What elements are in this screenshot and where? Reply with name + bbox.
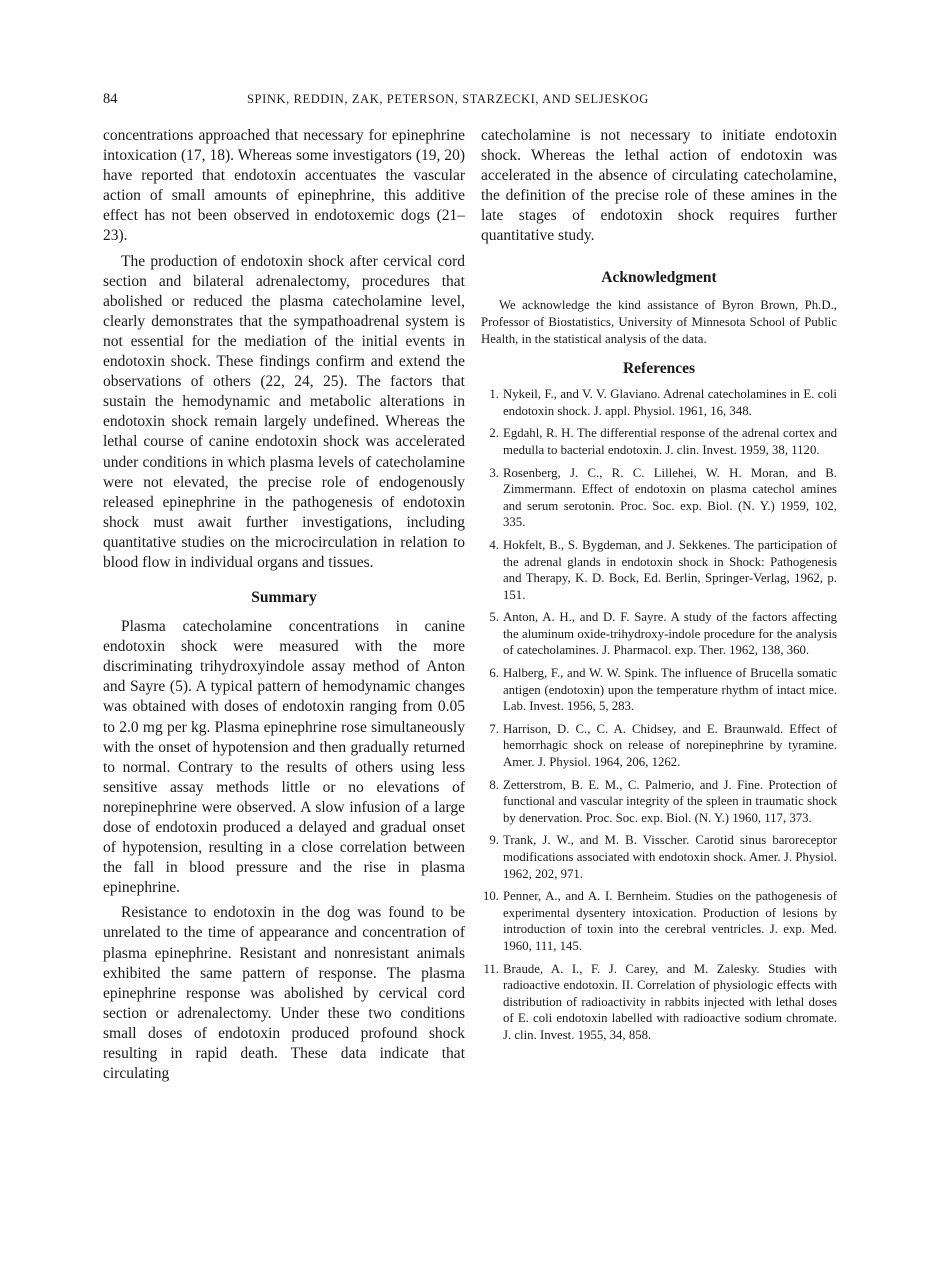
acknowledgment-text: We acknowledge the kind assistance of Byron Brown, Ph.D., Professor of Biostatistics, University of Minnesota School of Public Health, in the statistical analysis of the data.: [481, 297, 837, 346]
reference-text: Halberg, F., and W. W. Spink. The influence of Brucella somatic antigen (endotoxin) upon the temperature rhythm of intact mice. Lab. Invest. 1956, 5, 283.: [503, 666, 837, 714]
reference-number: 11.: [483, 961, 499, 976]
summary-heading: Summary: [251, 589, 317, 607]
reference-text: Harrison, D. C., C. A. Chidsey, and E. Braunwald. Effect of hemorrhagic shock on release of norepinephrine by tyramine. Amer. J. Physiol. 1964, 206, 1262.: [503, 721, 837, 770]
reference-item: [481, 425, 837, 458]
reference-text: Rosenberg, J. C., R. C. Lillehei, W. H. Moran, and B. Zimmermann. Effect of endotoxin on plasma catechol amines and serum serotonin. Proc. Soc. exp. Biol. (N. Y.) 1959, 102, 335.: [503, 465, 837, 530]
reference-text: Anton, A. H., and D. F. Sayre. A study of the factors affecting the aluminum oxide-trihydroxy-indole procedure for the analysis of catecholamines. J. Pharmacol. exp. Ther. 1962, 138, 360.: [503, 610, 837, 658]
reference-item: [481, 961, 837, 1044]
page-number: 84: [103, 91, 118, 107]
reference-text: Penner, A., and A. I. Bernheim. Studies on the pathogenesis of experimental dysentery intoxication. Production of lesions by introduction of toxin into the cerebral ventricles. J. exp. Med. 1960, 111, 145.: [503, 889, 837, 953]
left-column: [103, 126, 465, 1084]
reference-item: [481, 537, 837, 603]
reference-number: 8.: [489, 777, 499, 792]
reference-item: [481, 386, 837, 419]
reference-item: [481, 888, 837, 954]
reference-number: 10.: [483, 889, 499, 904]
reference-text: Hokfelt, B., S. Bygdeman, and J. Sekkenes. The participation of the adrenal glands in endotoxin shock in Shock: Pathogenesis and Therapy, K. D. Bock, Ed. Berlin, Springer-Verlag, 1962, p. 151.: [503, 537, 837, 602]
summary-paragraph: Resistance to endotoxin in the dog was found to be unrelated to the time of appearance and concentration of plasma epinephrine. Resistant and nonresistant animals exhibited the same pattern of response. The plasma epinephrine response was abolished by cervical cord section or adrenalectomy. Under these two conditions small doses of endotoxin produced profound shock resulting in rapid death. These data indicate that circulating: [103, 904, 465, 1083]
reference-item: [481, 465, 837, 531]
reference-text: Nykeil, F., and V. V. Glaviano. Adrenal catecholamines in E. coli endotoxin shock. J. appl. Physiol. 1961, 16, 348.: [503, 387, 837, 418]
right-column: [481, 126, 837, 1050]
reference-item: [481, 609, 837, 659]
reference-number: 1.: [489, 387, 499, 402]
acknowledgment-heading: Acknowledgment: [601, 268, 717, 286]
body-paragraph: concentrations approached that necessary for epinephrine intoxication (17, 18). Whereas some investigators (19, 20) have reported that endotoxin accentuates the vascular action of small amounts of epinephrine, this additive effect has not been observed in endotoxemic dogs (21–23).: [103, 127, 465, 245]
reference-list: [481, 386, 837, 1043]
body-paragraph: catecholamine is not necessary to initiate endotoxin shock. Whereas the lethal action of endotoxin was accelerated in the absence of circulating catecholamine, the definition of the precise role of these amines in the late stages of endotoxin shock requires further quantitative study.: [481, 127, 837, 245]
reference-number: 5.: [489, 610, 499, 625]
reference-item: [481, 721, 837, 771]
running-head: SPINK, REDDIN, ZAK, PETERSON, STARZECKI, AND SELJESKOG: [247, 92, 649, 106]
reference-number: 2.: [489, 426, 499, 441]
body-paragraph: The production of endotoxin shock after cervical cord section and bilateral adrenalectomy, procedures that abolished or reduced the plasma catecholamine level, clearly demonstrates that the sympathoadrenal system is not essential for the mediation of the initial events in endotoxin shock. These findings confirm and extend the observations of others (22, 24, 25). The factors that sustain the hemodynamic and metabolic alterations in endotoxin shock remain largely undefined. Whereas the lethal course of canine endotoxin shock was accelerated under conditions in which plasma levels of catecholamine were not elevated, the precise role of endogenously released epinephrine in the pathogenesis of endotoxin shock must await further investigations, including quantitative studies on the microcirculation in relation to blood flow in individual organs and tissues.: [103, 252, 465, 571]
reference-text: Trank, J. W., and M. B. Visscher. Carotid sinus baroreceptor modifications associated with endotoxin shock. Amer. J. Physiol. 1962, 202, 971.: [503, 833, 837, 881]
reference-text: Braude, A. I., F. J. Carey, and M. Zalesky. Studies with radioactive endotoxin. II. Correlation of physiologic effects with distribution of radioactivity in rabbits injected with lethal doses of E. coli endotoxin labelled with radioactive sodium chromate. J. clin. Invest. 1955, 34, 858.: [503, 961, 837, 1042]
reference-number: 7.: [489, 721, 499, 736]
reference-number: 6.: [489, 666, 499, 681]
reference-text: Egdahl, R. H. The differential response of the adrenal cortex and medulla to bacterial endotoxin. J. clin. Invest. 1959, 38, 1120.: [503, 426, 837, 457]
reference-item: [481, 832, 837, 882]
summary-paragraph: Plasma catecholamine concentrations in canine endotoxin shock were measured with the more discriminating trihydroxyindole assay method of Anton and Sayre (5). A typical pattern of hemodynamic changes was obtained with doses of endotoxin ranging from 0.05 to 2.0 mg per kg. Plasma epinephrine rose simultaneously with the onset of hypotension and then gradually returned to normal. Contrary to the results of others using less sensitive assay methods little or no elevations of norepinephrine were observed. A slow infusion of a large dose of endotoxin produced a delayed and gradual onset of hypotension, resulting in a close correlation between the fall in blood pressure and the rise in plasma epinephrine.: [103, 618, 465, 897]
page-header: [103, 91, 838, 111]
reference-number: 3.: [489, 465, 499, 480]
reference-number: 9.: [489, 833, 499, 848]
references-heading: References: [622, 360, 695, 378]
reference-item: [481, 777, 837, 827]
reference-item: [481, 665, 837, 715]
reference-text: Zetterstrom, B. E. M., C. Palmerio, and J. Fine. Protection of functional and vascular integrity of the spleen in traumatic shock by denervation. Proc. Soc. exp. Biol. (N. Y.) 1960, 117, 373.: [503, 777, 837, 825]
reference-number: 4.: [489, 537, 499, 552]
